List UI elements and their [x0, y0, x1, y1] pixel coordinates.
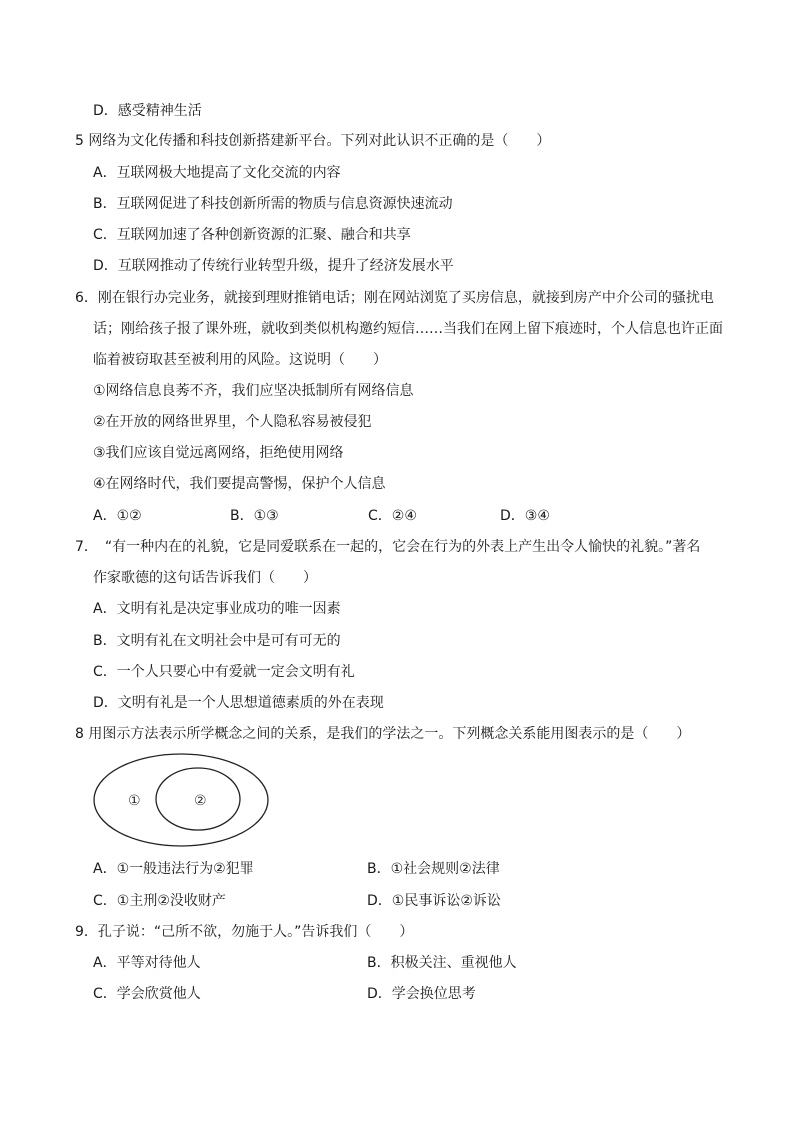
- q8-option-a: A．①一般违法行为②犯罪: [93, 861, 254, 877]
- q8-stem: 8 用图示方法表示所学概念之间的关系，是我们的学法之一。下列概念关系能用图表示的是（ ）: [75, 726, 691, 742]
- q9-option-b: B．积极关注、重视他人: [367, 955, 517, 971]
- q9-option-c: C．学会欣赏他人: [93, 986, 201, 1002]
- q7-stem-line2: 作家歌德的这句话告诉我们（ ）: [93, 570, 317, 586]
- q8-option-d: D．①民事诉讼②诉讼: [367, 893, 501, 909]
- q6-option-a: A．①②: [93, 508, 142, 524]
- q6-option-c: C．②④: [368, 508, 417, 524]
- q5-option-b: B．互联网促进了科技创新所需的物质与信息资源快速流动: [93, 196, 453, 212]
- q6-statement-2: ②在开放的网络世界里，个人隐私容易被侵犯: [93, 414, 372, 430]
- q9-option-d: D．学会换位思考: [367, 986, 476, 1002]
- q7-option-b: B．文明有礼在文明社会中是可有可无的: [93, 633, 341, 649]
- q9-stem: 9．孔子说：“己所不欲，勿施于人。”告诉我们（ ）: [75, 924, 414, 940]
- q6-stem-line1: 6．刚在银行办完业务，就接到理财推销电话；刚在网站浏览了买房信息，就接到房产中介公司的骚扰电: [75, 290, 714, 306]
- q7-option-a: A．文明有礼是决定事业成功的唯一因素: [93, 601, 341, 617]
- q6-option-d: D．③④: [500, 508, 550, 524]
- q6-statement-4: ④在网络时代，我们要提高警惕，保护个人信息: [93, 476, 386, 492]
- q6-stem-line2: 话；刚给孩子报了课外班，就收到类似机构邀约短信……当我们在网上留下痕迹时，个人信息也许正面: [93, 321, 723, 337]
- q5-option-d: D．互联网推动了传统行业转型升级，提升了经济发展水平: [93, 258, 454, 274]
- q5-option-c: C．互联网加速了各种创新资源的汇聚、融合和共享: [93, 227, 411, 243]
- q6-stem-line3: 临着被窃取甚至被利用的风险。这说明（ ）: [93, 352, 387, 368]
- outer-label: ①: [128, 793, 141, 809]
- q8-option-b: B．①社会规则②法律: [367, 861, 500, 877]
- q9-option-a: A．平等对待他人: [93, 955, 201, 971]
- q7-stem-line1: 7． “有一种内在的礼貌，它是同爱联系在一起的，它会在行为的外表上产生出令人愉快的礼貌。”著名: [75, 539, 701, 555]
- q4-option-d: D．感受精神生活: [93, 103, 202, 119]
- q8-option-c: C．①主刑②没收财产: [93, 893, 226, 909]
- q5-option-a: A．互联网极大地提高了文化交流的内容: [93, 165, 341, 181]
- q7-option-d: D．文明有礼是一个人思想道德素质的外在表现: [93, 695, 384, 711]
- q6-option-b: B．①③: [230, 508, 279, 524]
- q6-statement-1: ①网络信息良莠不齐，我们应坚决抵制所有网络信息: [93, 383, 414, 399]
- inner-label: ②: [194, 793, 207, 809]
- concept-relation-diagram: [92, 752, 270, 848]
- outer-ellipse: [94, 754, 268, 846]
- q7-option-c: C．一个人只要心中有爱就一定会文明有礼: [93, 664, 355, 680]
- q6-statement-3: ③我们应该自觉远离网络，拒绝使用网络: [93, 445, 344, 461]
- q5-stem: 5 网络为文化传播和科技创新搭建新平台。下列对此认识不正确的是（ ）: [75, 133, 551, 149]
